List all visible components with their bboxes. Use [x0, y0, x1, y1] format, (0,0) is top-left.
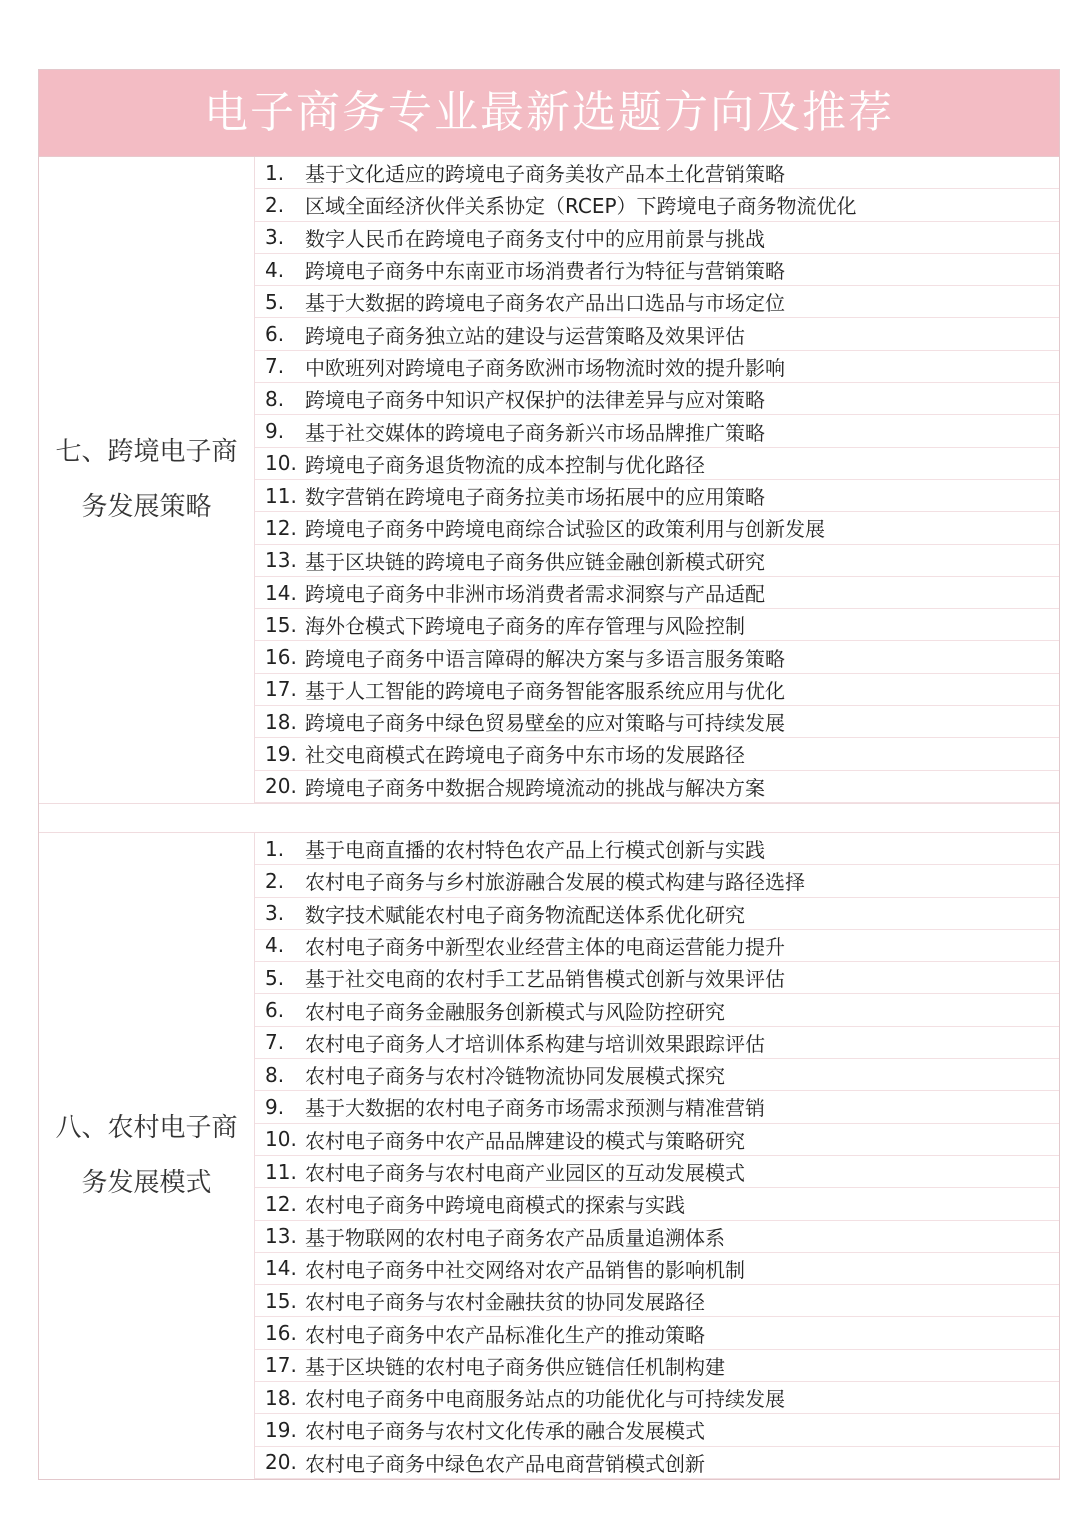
topic-row [255, 738, 1059, 770]
topic-number: 17. [265, 1353, 297, 1378]
topic-text: 跨境电子商务中绿色贸易壁垒的应对策略与可持续发展 [305, 711, 785, 736]
topic-text: 跨境电子商务中跨境电商综合试验区的政策利用与创新发展 [305, 517, 825, 542]
section-label [39, 157, 255, 803]
topic-text: 跨境电子商务中非洲市场消费者需求洞察与产品适配 [305, 582, 765, 606]
topic-text: 基于区块链的跨境电子商务供应链金融创新模式研究 [305, 549, 765, 574]
topic-text: 基于区块链的农村电子商务供应链信任机制构建 [305, 1354, 725, 1379]
topic-row [255, 254, 1059, 286]
topic-text: 数字营销在跨境电子商务拉美市场拓展中的应用策略 [305, 485, 765, 510]
topic-row [255, 1447, 1059, 1479]
section-label-line1: 七、跨境电子商 [55, 436, 238, 467]
topic-row [255, 706, 1059, 738]
topic-number: 14. [265, 580, 297, 605]
topic-text: 中欧班列对跨境电子商务欧洲市场物流时效的提升影响 [305, 355, 785, 380]
topic-row [255, 1285, 1059, 1317]
topic-text: 基于物联网的农村电子商务农产品质量追溯体系 [305, 1225, 725, 1250]
topic-number: 6. [265, 998, 285, 1023]
topic-text: 基于社交电商的农村手工艺品销售模式创新与效果评估 [305, 967, 785, 992]
topic-number: 4. [265, 257, 285, 282]
topic-text: 跨境电子商务退货物流的成本控制与优化路径 [305, 452, 705, 477]
topic-text: 农村电子商务中绿色农产品电商营销模式创新 [305, 1451, 705, 1476]
topic-text: 数字技术赋能农村电子商务物流配送体系优化研究 [305, 902, 745, 927]
topic-text: 数字人民币在跨境电子商务支付中的应用前景与挑战 [305, 226, 765, 251]
topic-row [255, 1059, 1059, 1091]
topic-text: 农村电子商务与农村文化传承的融合发展模式 [305, 1419, 705, 1444]
topic-number: 18. [265, 709, 297, 734]
topic-row [255, 641, 1059, 673]
topic-text: 农村电子商务中社交网络对农产品销售的影响机制 [305, 1257, 745, 1282]
topic-row [255, 480, 1059, 512]
topic-text: 农村电子商务中跨境电商模式的探索与实践 [305, 1193, 685, 1218]
section-label [39, 833, 255, 1479]
topic-number: 4. [265, 933, 285, 958]
topic-row [255, 1124, 1059, 1156]
topic-number: 3. [265, 901, 285, 926]
section-cross-border [39, 157, 1059, 803]
topic-number: 11. [265, 1159, 297, 1184]
topic-row [255, 222, 1059, 254]
topic-number: 10. [265, 451, 297, 476]
topic-number: 5. [265, 289, 285, 314]
topic-row [255, 930, 1059, 962]
topic-text: 跨境电子商务中数据合规跨境流动的挑战与解决方案 [305, 775, 765, 800]
topic-row [255, 1156, 1059, 1188]
topic-number: 10. [265, 1127, 297, 1152]
topic-text: 基于文化适应的跨境电子商务美妆产品本土化营销策略 [305, 162, 785, 187]
topic-row [255, 962, 1059, 994]
topic-row [255, 1317, 1059, 1349]
topic-number: 19. [265, 1417, 297, 1442]
topic-number: 1. [265, 836, 285, 861]
section-divider [39, 803, 1059, 833]
topic-number: 11. [265, 483, 297, 508]
topic-text: 跨境电子商务中语言障碍的解决方案与多语言服务策略 [305, 646, 785, 671]
topic-row [255, 771, 1059, 803]
section-label-line1: 八、农村电子商 [55, 1112, 238, 1143]
topic-text: 基于电商直播的农村特色农产品上行模式创新与实践 [305, 838, 765, 863]
topic-row [255, 898, 1059, 930]
topic-text: 农村电子商务与乡村旅游融合发展的模式构建与路径选择 [305, 870, 805, 895]
topic-number: 12. [265, 515, 297, 540]
topic-text: 基于大数据的农村电子商务市场需求预测与精准营销 [305, 1096, 765, 1121]
page-title: 电子商务专业最新选题方向及推荐 [39, 70, 1059, 157]
topic-number: 2. [265, 868, 285, 893]
topic-row [255, 157, 1059, 189]
topic-number: 19. [265, 741, 297, 766]
topic-row [255, 994, 1059, 1026]
topic-row [255, 545, 1059, 577]
topic-number: 1. [265, 160, 285, 185]
topic-text: 农村电子商务与农村冷链物流协同发展模式探究 [305, 1064, 725, 1089]
topic-text: 农村电子商务金融服务创新模式与风险防控研究 [305, 999, 725, 1024]
topic-row [255, 1382, 1059, 1414]
topic-row [255, 415, 1059, 447]
topic-text: 农村电子商务中电商服务站点的功能优化与可持续发展 [305, 1387, 785, 1412]
topic-row [255, 1253, 1059, 1285]
topic-row [255, 383, 1059, 415]
topic-text: 农村电子商务与农村电商产业园区的互动发展模式 [305, 1161, 745, 1186]
topic-row [255, 1188, 1059, 1220]
topic-text: 跨境电子商务中知识产权保护的法律差异与应对策略 [305, 388, 765, 413]
topic-number: 15. [265, 1288, 297, 1313]
topic-row [255, 351, 1059, 383]
topic-number: 20. [265, 1450, 297, 1475]
topic-number: 8. [265, 1062, 285, 1087]
section-label-line2: 务发展策略 [81, 491, 212, 522]
topic-row [255, 286, 1059, 318]
topic-text: 基于大数据的跨境电子商务农产品出口选品与市场定位 [305, 291, 785, 316]
topic-number: 9. [265, 1094, 285, 1119]
topic-text: 农村电子商务中农产品品牌建设的模式与策略研究 [305, 1128, 745, 1153]
topic-text: 基于人工智能的跨境电子商务智能客服系统应用与优化 [305, 678, 785, 703]
topic-row [255, 577, 1059, 609]
topic-row [255, 833, 1059, 865]
topic-number: 13. [265, 1224, 297, 1249]
topic-text: 农村电子商务人才培训体系构建与培训效果跟踪评估 [305, 1031, 765, 1056]
topic-row [255, 1221, 1059, 1253]
topic-number: 16. [265, 1321, 297, 1346]
topic-text: 海外仓模式下跨境电子商务的库存管理与风险控制 [305, 614, 745, 639]
topic-number: 15. [265, 612, 297, 637]
section-label-line2: 务发展模式 [81, 1167, 212, 1198]
topic-row [255, 318, 1059, 350]
topic-list [255, 833, 1059, 1479]
topic-number: 7. [265, 1030, 285, 1055]
topic-text: 农村电子商务与农村金融扶贫的协同发展路径 [305, 1290, 705, 1315]
topic-number: 8. [265, 386, 285, 411]
topic-row [255, 1350, 1059, 1382]
topic-number: 20. [265, 774, 297, 799]
topic-number: 14. [265, 1256, 297, 1281]
topic-row [255, 448, 1059, 480]
topic-row [255, 609, 1059, 641]
topic-number: 5. [265, 965, 285, 990]
topic-text: 社交电商模式在跨境电子商务中东市场的发展路径 [305, 743, 745, 768]
topic-row [255, 1091, 1059, 1123]
topic-number: 12. [265, 1191, 297, 1216]
topic-number: 7. [265, 354, 285, 379]
topic-row [255, 865, 1059, 897]
topic-number: 9. [265, 419, 285, 444]
topic-number: 3. [265, 225, 285, 250]
topic-number: 16. [265, 645, 297, 670]
topic-text: 基于社交媒体的跨境电子商务新兴市场品牌推广策略 [305, 420, 765, 445]
topic-table [38, 69, 1060, 1480]
topic-row [255, 1027, 1059, 1059]
topic-number: 13. [265, 548, 297, 573]
topic-text: 跨境电子商务独立站的建设与运营策略及效果评估 [305, 323, 745, 348]
topic-text: 农村电子商务中农产品标准化生产的推动策略 [305, 1322, 705, 1347]
topic-text: 农村电子商务中新型农业经营主体的电商运营能力提升 [305, 934, 785, 959]
section-rural [39, 833, 1059, 1479]
topic-text: 区域全面经济伙伴关系协定（RCEP）下跨境电子商务物流优化 [305, 194, 857, 219]
topic-row [255, 189, 1059, 221]
topic-number: 6. [265, 322, 285, 347]
topic-text: 跨境电子商务中东南亚市场消费者行为特征与营销策略 [305, 259, 785, 284]
topic-number: 17. [265, 677, 297, 702]
topic-row [255, 1414, 1059, 1446]
topic-list [255, 157, 1059, 803]
topic-row [255, 674, 1059, 706]
topic-number: 18. [265, 1385, 297, 1410]
topic-row [255, 512, 1059, 544]
topic-number: 2. [265, 192, 285, 217]
